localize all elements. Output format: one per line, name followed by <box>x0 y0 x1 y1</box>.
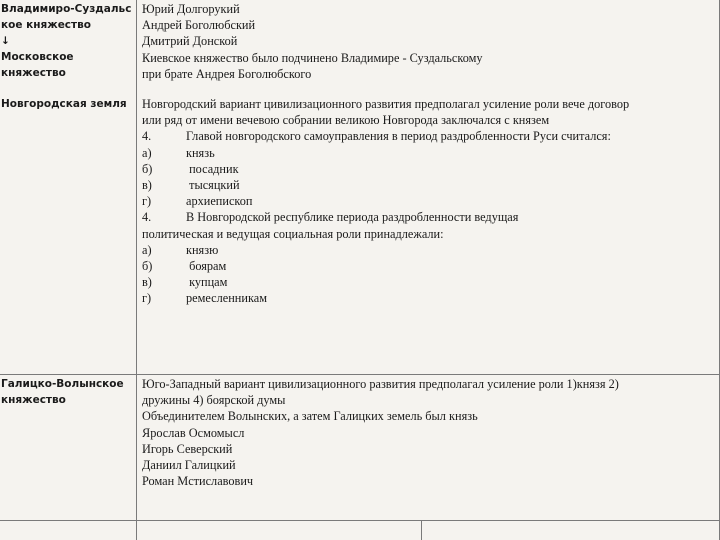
region-cell <box>0 0 137 96</box>
region-cell <box>0 375 137 520</box>
option-text: архиепископ <box>186 194 253 209</box>
answer-option <box>142 242 715 258</box>
question-line <box>142 209 715 225</box>
table-row-novgorod <box>0 96 719 375</box>
region-cell <box>0 96 137 374</box>
content-cell <box>142 1 715 97</box>
content-line: дружины 4) боярской думы <box>142 393 286 408</box>
option-text: ремесленникам <box>186 291 267 306</box>
answer-option <box>142 258 715 274</box>
content-cell <box>142 376 715 521</box>
option-letter: в) <box>142 178 152 193</box>
option-text: князь <box>186 145 215 160</box>
region-name: Галицко-Волынское княжество <box>1 378 124 406</box>
content-line: Киевское княжество было подчинено Владимире - Суздальскому <box>142 50 483 65</box>
content-line: при брате Андрея Боголюбского <box>142 66 312 81</box>
table-row-vladimir-suzdal <box>0 0 719 96</box>
option-letter: г) <box>142 194 152 209</box>
content-line: Андрей Боголюбский <box>142 18 256 33</box>
content-line: Дмитрий Донской <box>142 34 238 49</box>
option-text: купцам <box>186 275 228 290</box>
content-line: Ярослав Осмомысл <box>142 425 245 440</box>
empty-cell <box>0 521 137 540</box>
answer-option <box>142 145 715 161</box>
content-line: политическая и ведущая социальная роли принадлежали: <box>142 226 444 241</box>
column-divider <box>421 521 422 540</box>
answer-option <box>142 177 715 193</box>
option-letter: б) <box>142 161 153 176</box>
question-number: 4. <box>142 210 152 225</box>
content-cell <box>142 96 715 374</box>
content-line: Юрий Долгорукий <box>142 2 240 16</box>
option-letter: б) <box>142 259 153 274</box>
answer-option <box>142 290 715 306</box>
option-text: тысяцкий <box>186 178 240 193</box>
region-name: Владимиро-Суздальс кое княжество ↓ Московское княжество <box>1 3 132 79</box>
answer-option <box>142 193 715 209</box>
question-number: 4. <box>142 129 152 144</box>
content-line: или ряд от имени вечевою собрании великою Новгорода заключался с князем <box>142 113 550 128</box>
question-line <box>142 128 715 144</box>
option-letter: а) <box>142 242 152 257</box>
question-text: Главой новгородского самоуправления в период раздробленности Руси считался: <box>186 129 611 144</box>
content-line: Новгородский вариант цивилизационного развития предполагал усиление роли вече договор <box>142 97 630 111</box>
table-row-empty <box>0 521 719 540</box>
content-line: Даниил Галицкий <box>142 458 236 473</box>
content-line: Роман Мстиславович <box>142 474 254 489</box>
option-text: боярам <box>186 259 227 274</box>
content-line: Объединителем Волынских, а затем Галицких земель был князь <box>142 409 478 424</box>
answer-option <box>142 274 715 290</box>
content-line: Игорь Северский <box>142 441 233 456</box>
option-text: посадник <box>186 161 239 176</box>
question-text: В Новгородской республике периода раздробленности ведущая <box>186 210 519 225</box>
option-letter: в) <box>142 275 152 290</box>
option-letter: а) <box>142 145 152 160</box>
table-row-galicia-volhynia <box>0 375 719 521</box>
region-name: Новгородская земля <box>1 98 127 110</box>
option-text: князю <box>186 242 219 257</box>
content-line: Юго-Западный вариант цивилизационного развития предполагал усиление роли 1)князя 2) <box>142 377 619 391</box>
option-letter: г) <box>142 291 152 306</box>
answer-option <box>142 161 715 177</box>
